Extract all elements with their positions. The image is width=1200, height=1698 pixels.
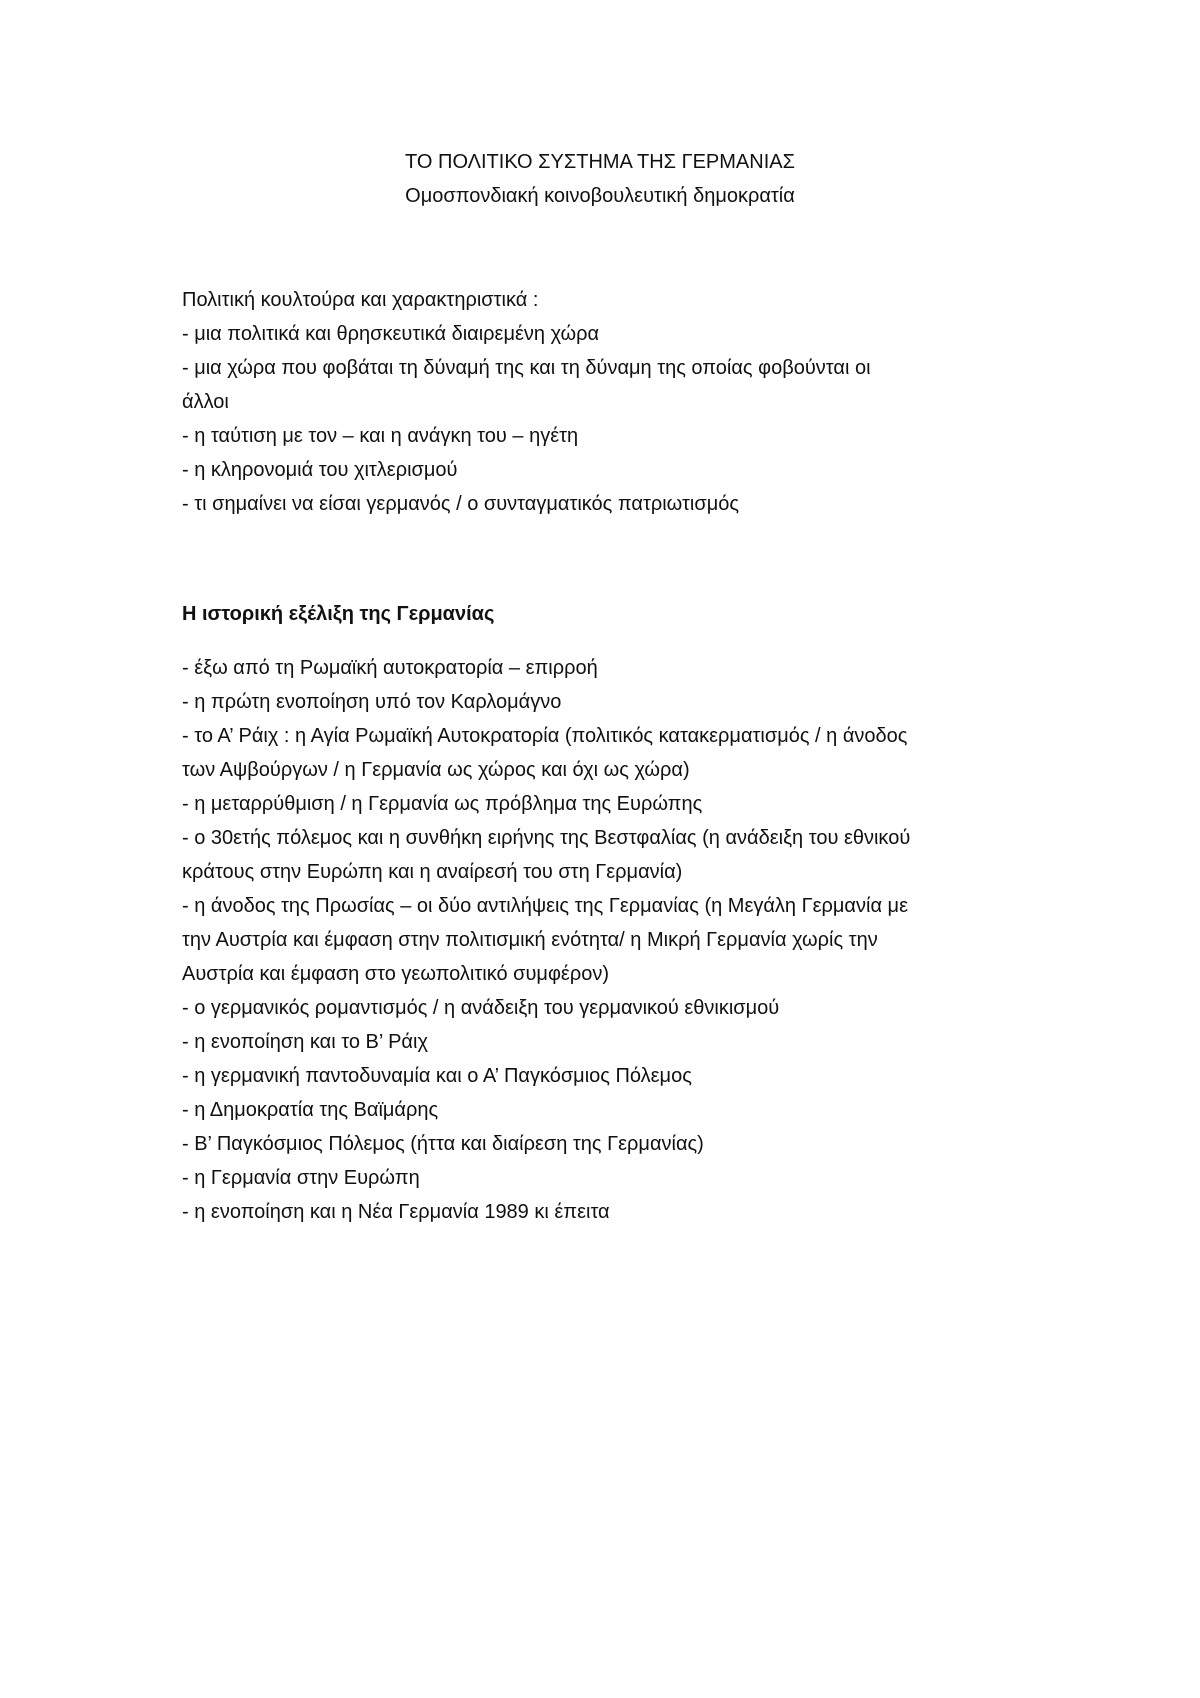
history-line: - ο γερμανικός ρομαντισμός / η ανάδειξη του γερμανικού εθνικισμού [182, 997, 780, 1019]
culture-line: άλλοι [182, 391, 229, 413]
history-line: - η γερμανική παντοδυναμία και ο Α’ Παγκόσμιος Πόλεμος [182, 1065, 692, 1087]
history-line: - η Γερμανία στην Ευρώπη [182, 1167, 420, 1189]
culture-heading: Πολιτική κουλτούρα και χαρακτηριστικά : [182, 289, 539, 311]
heading-spacer [182, 631, 1052, 651]
culture-line: - μια πολιτικά και θρησκευτικά διαιρεμένη χώρα [182, 323, 600, 345]
history-heading: Η ιστορική εξέλιξη της Γερμανίας [182, 603, 495, 625]
history-line: - Β’ Παγκόσμιος Πόλεμος (ήττα και διαίρεση της Γερμανίας) [182, 1133, 704, 1155]
history-line: - η μεταρρύθμιση / η Γερμανία ως πρόβλημα της Ευρώπης [182, 793, 703, 815]
culture-line: - τι σημαίνει να είσαι γερμανός / ο συνταγματικός πατριωτισμός [182, 493, 739, 515]
culture-line: - η κληρονομιά του χιτλερισμού [182, 459, 458, 481]
history-line: κράτους στην Ευρώπη και η αναίρεσή του στη Γερμανία) [182, 861, 683, 883]
history-line: Αυστρία και έμφαση στο γεωπολιτικό συμφέρον) [182, 963, 609, 985]
history-section [182, 597, 1052, 1229]
history-line: - η πρώτη ενοποίηση υπό τον Καρλομάγνο [182, 691, 562, 713]
history-line: των Αψβούργων / η Γερμανία ως χώρος και όχι ως χώρα) [182, 759, 690, 781]
history-line: - η ενοποίηση και η Νέα Γερμανία 1989 κι έπειτα [182, 1201, 610, 1223]
culture-line: - η ταύτιση με τον – και η ανάγκη του – ηγέτη [182, 425, 579, 447]
document-subtitle: Ομοσπονδιακή κοινοβουλευτική δημοκρατία [405, 185, 795, 207]
history-line: την Αυστρία και έμφαση στην πολιτισμική ενότητα/ η Μικρή Γερμανία χωρίς την [182, 929, 878, 951]
document-header [0, 145, 1200, 213]
history-line: - ο 30ετής πόλεμος και η συνθήκη ειρήνης της Βεστφαλίας (η ανάδειξη του εθνικού [182, 827, 911, 849]
history-line: - η άνοδος της Πρωσίας – οι δύο αντιλήψεις της Γερμανίας (η Μεγάλη Γερμανία με [182, 895, 908, 917]
document-title: ΤΟ ΠΟΛΙΤΙΚΟ ΣΥΣΤΗΜΑ ΤΗΣ ΓΕΡΜΑΝΙΑΣ [405, 151, 795, 173]
culture-section [182, 283, 1052, 521]
history-line: - έξω από τη Ρωμαϊκή αυτοκρατορία – επιρροή [182, 657, 598, 679]
history-line: - το Α’ Ράιχ : η Αγία Ρωμαϊκή Αυτοκρατορία (πολιτικός κατακερματισμός / η άνοδος [182, 725, 908, 747]
culture-line: - μια χώρα που φοβάται τη δύναμή της και τη δύναμη της οποίας φοβούνται οι [182, 357, 871, 379]
history-line: - η Δημοκρατία της Βαϊμάρης [182, 1099, 439, 1121]
history-line: - η ενοποίηση και το Β’ Ράιχ [182, 1031, 428, 1053]
